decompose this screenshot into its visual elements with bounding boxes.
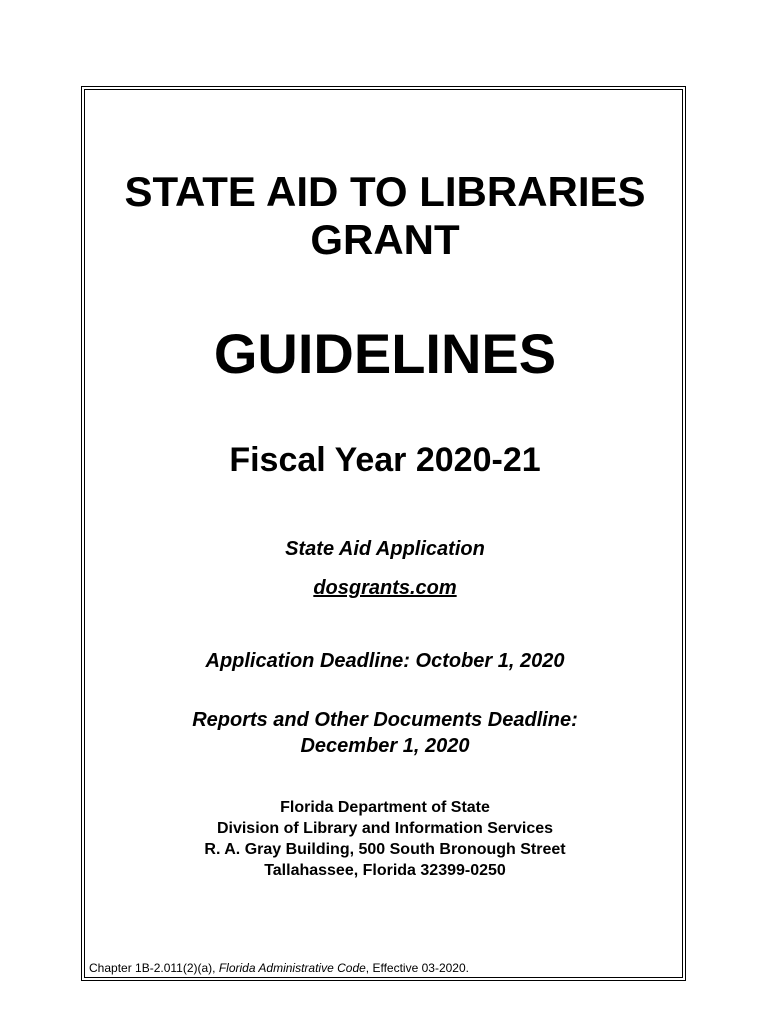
application-link[interactable]: dosgrants.com bbox=[313, 577, 457, 599]
reports-deadline bbox=[84, 707, 686, 759]
fiscal-year: Fiscal Year 2020-21 bbox=[229, 441, 541, 479]
address-line-4: Tallahassee, Florida 32399-0250 bbox=[264, 862, 506, 879]
address-line-3: R. A. Gray Building, 500 South Bronough Street bbox=[204, 841, 566, 858]
footer-code: Florida Administrative Code bbox=[218, 961, 366, 975]
footer-suffix: , Effective 03-2020. bbox=[365, 961, 469, 975]
title-line-1: STATE AID TO LIBRARIES bbox=[124, 168, 646, 215]
address-line-2: Division of Library and Information Services bbox=[216, 820, 554, 837]
guidelines-heading: GUIDELINES bbox=[213, 322, 557, 385]
application-deadline: Application Deadline: October 1, 2020 bbox=[205, 650, 565, 672]
document-title bbox=[84, 168, 686, 264]
address-line-1: Florida Department of State bbox=[280, 799, 490, 816]
footer-citation bbox=[89, 960, 469, 976]
title-line-2: GRANT bbox=[310, 216, 460, 263]
application-label: State Aid Application bbox=[285, 538, 485, 560]
footer-prefix: Chapter 1B-2.011(2)(a), bbox=[89, 961, 219, 975]
reports-deadline-line-1: Reports and Other Documents Deadline: bbox=[192, 709, 578, 731]
address-block bbox=[84, 797, 686, 881]
reports-deadline-line-2: December 1, 2020 bbox=[300, 735, 470, 757]
